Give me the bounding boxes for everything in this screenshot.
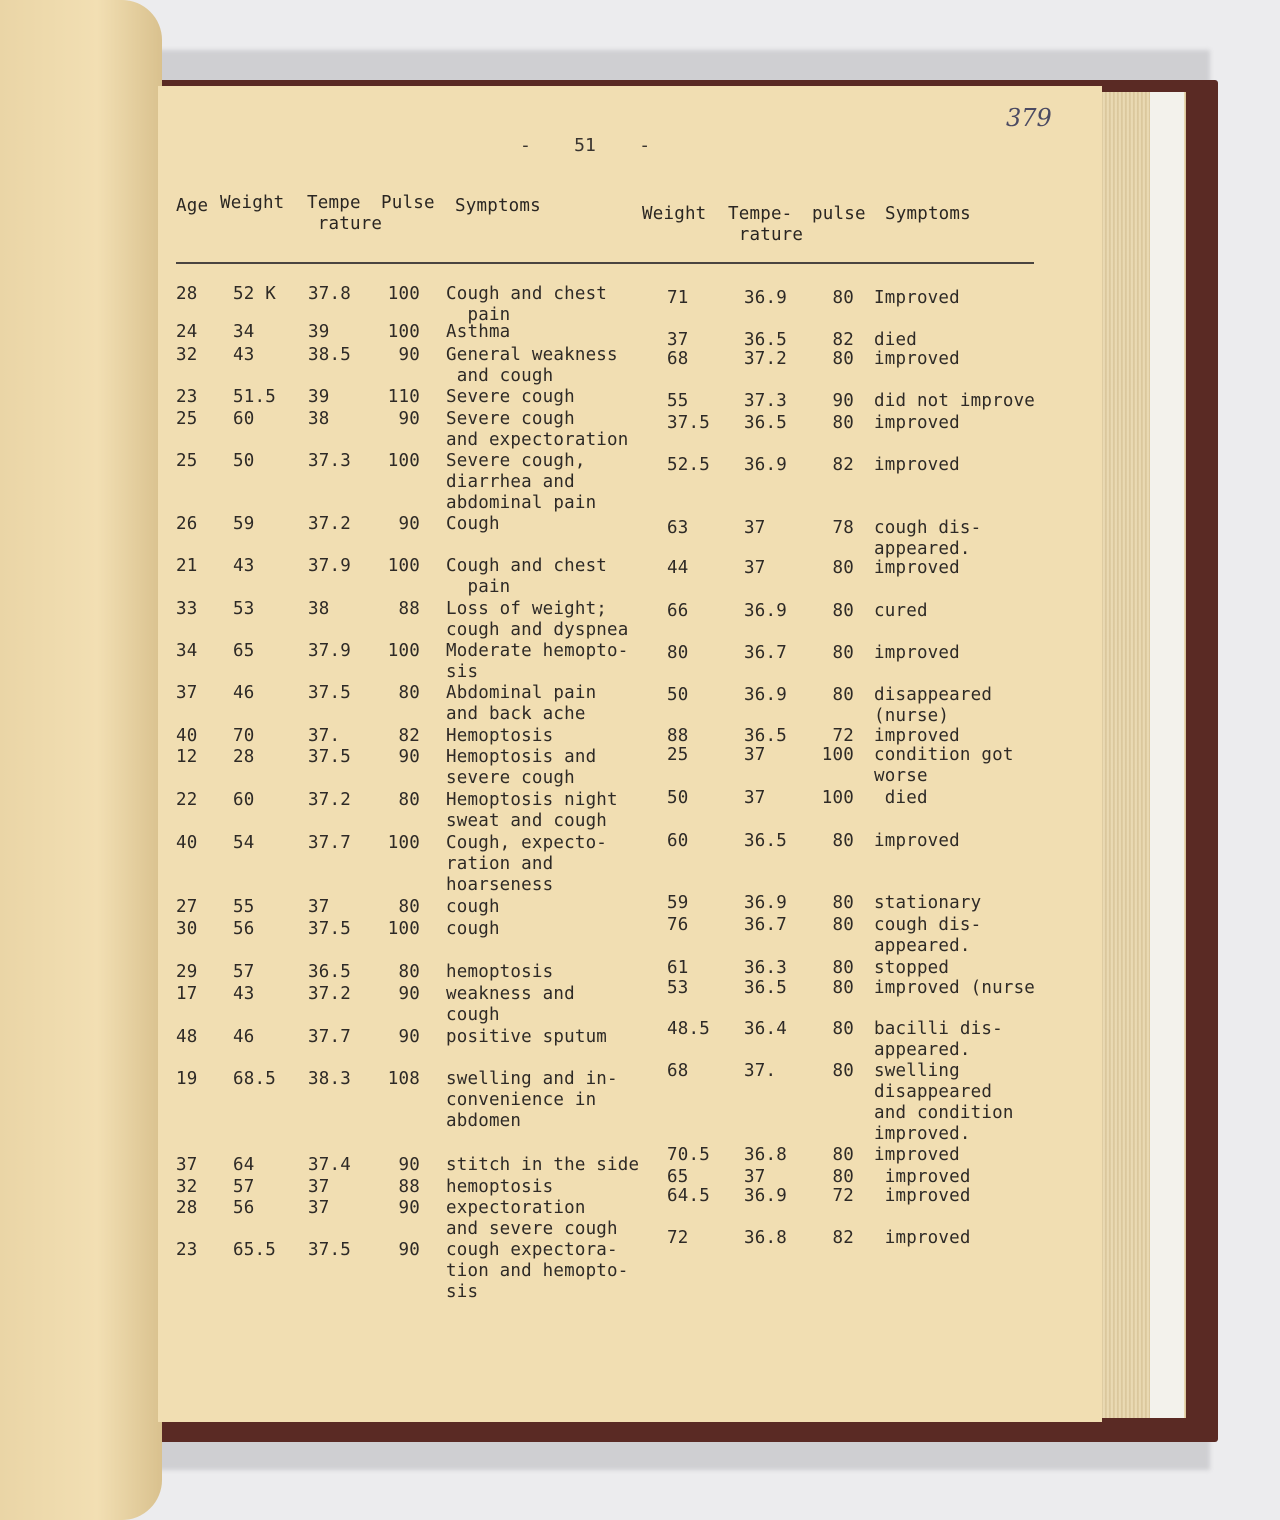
cell-symptoms-after: improved: [874, 558, 960, 578]
cell-weight-before: 70: [233, 726, 255, 746]
cell-weight-after: 76: [667, 915, 689, 935]
cell-pulse-after: 80: [832, 1061, 854, 1081]
cell-age: 23: [176, 387, 198, 407]
cell-temperature-before: 37.5: [308, 683, 351, 703]
cell-weight-before: 43: [233, 345, 255, 365]
cell-weight-before: 65.5: [233, 1240, 276, 1260]
cell-symptoms-before: Severe cough: [446, 387, 575, 407]
cell-age: 37: [176, 683, 198, 703]
page-number: - 51 -: [520, 135, 651, 156]
cell-symptoms-after: improved (nurse: [874, 978, 1036, 998]
cell-pulse-after: 82: [832, 455, 854, 475]
cell-temperature-after: 36.4: [744, 1019, 787, 1039]
cell-weight-after: 72: [667, 1228, 689, 1248]
cell-symptoms-before: Severe cough, diarrhea and abdominal pain: [446, 451, 597, 513]
cell-temperature-after: 36.9: [744, 1186, 787, 1206]
cell-temperature-after: 37.3: [744, 391, 787, 411]
cell-temperature-after: 36.5: [744, 330, 787, 350]
cell-pulse-after: 100: [821, 788, 854, 808]
column-header: Tempe rature: [307, 193, 383, 234]
cell-symptoms-after: bacilli dis- appeared.: [874, 1019, 1003, 1060]
cell-pulse-after: 100: [821, 745, 854, 765]
cell-symptoms-before: Asthma: [446, 322, 511, 342]
cell-pulse-after: 80: [832, 413, 854, 433]
cell-symptoms-after: improved: [874, 1167, 971, 1187]
cell-pulse-before: 100: [387, 833, 420, 853]
cell-symptoms-after: Improved: [874, 288, 960, 308]
cell-symptoms-before: Hemoptosis night sweat and cough: [446, 790, 618, 831]
cell-symptoms-before: Hemoptosis and severe cough: [446, 747, 597, 788]
cell-symptoms-before: Moderate hemopto- sis: [446, 641, 629, 682]
cell-temperature-before: 37: [308, 1198, 330, 1218]
cell-pulse-after: 72: [832, 726, 854, 746]
cell-symptoms-after: condition got worse: [874, 745, 1014, 786]
cell-pulse-before: 90: [398, 514, 420, 534]
cell-symptoms-after: improved: [874, 349, 960, 369]
left-page: [0, 0, 162, 1520]
cell-symptoms-before: weakness and cough: [446, 984, 575, 1025]
cell-temperature-before: 37.9: [308, 556, 351, 576]
cell-age: 17: [176, 984, 198, 1004]
cell-weight-after: 80: [667, 643, 689, 663]
cell-temperature-before: 39: [308, 322, 330, 342]
cell-pulse-before: 100: [387, 451, 420, 471]
cell-weight-before: 52 K: [233, 284, 276, 304]
cell-temperature-before: 37.9: [308, 641, 351, 661]
cell-temperature-after: 36.9: [744, 685, 787, 705]
cell-age: 40: [176, 726, 198, 746]
cell-weight-after: 37.5: [667, 413, 710, 433]
cell-weight-after: 37: [667, 330, 689, 350]
cell-symptoms-before: Cough: [446, 514, 500, 534]
cell-weight-before: 50: [233, 451, 255, 471]
cell-temperature-after: 36.5: [744, 726, 787, 746]
cell-pulse-after: 80: [832, 915, 854, 935]
cell-weight-after: 60: [667, 831, 689, 851]
cell-temperature-before: 37.7: [308, 833, 351, 853]
cell-temperature-after: 37: [744, 745, 766, 765]
column-header: Weight: [220, 193, 285, 213]
cell-symptoms-before: Cough and chest pain: [446, 556, 608, 597]
cell-temperature-before: 37.: [308, 726, 341, 746]
cell-pulse-after: 80: [832, 958, 854, 978]
cell-weight-after: 50: [667, 685, 689, 705]
cell-pulse-after: 80: [832, 685, 854, 705]
cell-temperature-after: 36.5: [744, 413, 787, 433]
cell-age: 48: [176, 1027, 198, 1047]
cell-symptoms-after: disappeared (nurse): [874, 685, 993, 726]
cell-weight-after: 55: [667, 391, 689, 411]
cell-temperature-after: 37.: [744, 1061, 777, 1081]
cell-pulse-before: 100: [387, 919, 420, 939]
cell-pulse-after: 72: [832, 1186, 854, 1206]
cell-pulse-after: 80: [832, 558, 854, 578]
cell-pulse-before: 108: [387, 1069, 420, 1089]
cell-symptoms-after: cough dis- appeared.: [874, 518, 982, 559]
cell-weight-after: 68: [667, 1061, 689, 1081]
cell-pulse-before: 100: [387, 641, 420, 661]
cell-weight-before: 65: [233, 641, 255, 661]
cell-age: 40: [176, 833, 198, 853]
cell-weight-after: 64.5: [667, 1186, 710, 1206]
cell-weight-after: 65: [667, 1167, 689, 1187]
cell-pulse-after: 80: [832, 893, 854, 913]
cell-symptoms-after: stationary: [874, 893, 982, 913]
cell-temperature-after: 36.9: [744, 601, 787, 621]
cell-symptoms-after: improved: [874, 726, 960, 746]
cell-weight-after: 61: [667, 958, 689, 978]
cell-age: 27: [176, 897, 198, 917]
cell-pulse-before: 90: [398, 747, 420, 767]
cell-temperature-before: 37.2: [308, 514, 351, 534]
cell-symptoms-before: positive sputum: [446, 1027, 608, 1047]
cell-pulse-before: 90: [398, 409, 420, 429]
cell-temperature-before: 37.2: [308, 790, 351, 810]
cell-temperature-after: 36.9: [744, 455, 787, 475]
cell-pulse-before: 80: [398, 683, 420, 703]
cell-symptoms-before: swelling and in- convenience in abdomen: [446, 1069, 618, 1131]
cell-symptoms-after: improved: [874, 1186, 971, 1206]
cell-symptoms-after: died: [874, 788, 928, 808]
cell-weight-after: 50: [667, 788, 689, 808]
cell-pulse-after: 82: [832, 1228, 854, 1248]
cell-weight-before: 55: [233, 897, 255, 917]
cell-age: 29: [176, 962, 198, 982]
cell-age: 37: [176, 1155, 198, 1175]
cell-age: 28: [176, 1198, 198, 1218]
cell-pulse-before: 100: [387, 322, 420, 342]
cell-weight-after: 25: [667, 745, 689, 765]
column-header: pulse: [812, 204, 866, 224]
column-header: Age: [176, 196, 209, 216]
cell-age: 32: [176, 1177, 198, 1197]
cell-weight-before: 57: [233, 962, 255, 982]
cell-symptoms-after: cough dis- appeared.: [874, 915, 982, 956]
cell-weight-after: 48.5: [667, 1019, 710, 1039]
cell-weight-after: 44: [667, 558, 689, 578]
cell-pulse-after: 82: [832, 330, 854, 350]
cell-temperature-before: 37: [308, 1177, 330, 1197]
cell-weight-after: 53: [667, 978, 689, 998]
cell-age: 33: [176, 599, 198, 619]
cell-temperature-after: 36.9: [744, 288, 787, 308]
cell-pulse-after: 80: [832, 831, 854, 851]
cell-age: 34: [176, 641, 198, 661]
cell-pulse-after: 80: [832, 1019, 854, 1039]
cell-pulse-before: 88: [398, 1177, 420, 1197]
cell-weight-after: 68: [667, 349, 689, 369]
cell-pulse-before: 80: [398, 897, 420, 917]
endpaper: [1150, 92, 1184, 1418]
cell-age: 30: [176, 919, 198, 939]
cell-pulse-before: 100: [387, 284, 420, 304]
cell-symptoms-before: cough: [446, 919, 500, 939]
cell-pulse-before: 90: [398, 1027, 420, 1047]
cell-temperature-before: 37.2: [308, 984, 351, 1004]
cell-pulse-after: 90: [832, 391, 854, 411]
cell-weight-before: 46: [233, 683, 255, 703]
cell-temperature-before: 38: [308, 409, 330, 429]
cell-temperature-before: 36.5: [308, 962, 351, 982]
cell-symptoms-before: hemoptosis: [446, 1177, 554, 1197]
cell-temperature-after: 37: [744, 788, 766, 808]
cell-age: 26: [176, 514, 198, 534]
cell-symptoms-before: Hemoptosis: [446, 726, 554, 746]
header-rule: [176, 262, 1034, 264]
cell-weight-before: 57: [233, 1177, 255, 1197]
cell-weight-before: 68.5: [233, 1069, 276, 1089]
column-header: Symptoms: [455, 196, 541, 216]
cell-symptoms-after: improved: [874, 831, 960, 851]
folio-number: 379: [1006, 104, 1052, 132]
cell-symptoms-before: stitch in the side: [446, 1155, 640, 1175]
cell-age: 21: [176, 556, 198, 576]
cell-pulse-before: 110: [387, 387, 420, 407]
cell-temperature-before: 38.3: [308, 1069, 351, 1089]
column-header: Tempe- rature: [728, 204, 804, 245]
cell-temperature-before: 37.5: [308, 1240, 351, 1260]
cell-temperature-before: 37.5: [308, 747, 351, 767]
cell-symptoms-after: improved: [874, 643, 960, 663]
cell-temperature-after: 36.8: [744, 1228, 787, 1248]
cell-temperature-after: 36.7: [744, 643, 787, 663]
cell-symptoms-after: improved: [874, 1228, 971, 1248]
cell-weight-before: 56: [233, 1198, 255, 1218]
cell-symptoms-after: did not improve: [874, 391, 1036, 411]
cell-age: 24: [176, 322, 198, 342]
cell-weight-before: 51.5: [233, 387, 276, 407]
cell-pulse-after: 80: [832, 601, 854, 621]
cell-symptoms-after: stopped: [874, 958, 950, 978]
cell-temperature-after: 36.9: [744, 893, 787, 913]
cell-weight-before: 46: [233, 1027, 255, 1047]
cell-symptoms-before: Abdominal pain and back ache: [446, 683, 597, 724]
cell-symptoms-before: Severe cough and expectoration: [446, 409, 629, 450]
cell-pulse-after: 80: [832, 1167, 854, 1187]
cell-pulse-after: 80: [832, 288, 854, 308]
cell-age: 23: [176, 1240, 198, 1260]
cell-pulse-before: 100: [387, 556, 420, 576]
cell-symptoms-after: died: [874, 330, 917, 350]
cell-temperature-after: 37.2: [744, 349, 787, 369]
cell-pulse-after: 80: [832, 643, 854, 663]
cell-symptoms-before: Cough and chest pain: [446, 284, 608, 325]
cell-symptoms-before: expectoration and severe cough: [446, 1198, 618, 1239]
cell-weight-after: 71: [667, 288, 689, 308]
cell-pulse-after: 80: [832, 349, 854, 369]
cell-weight-after: 59: [667, 893, 689, 913]
cell-symptoms-before: cough: [446, 897, 500, 917]
cell-weight-before: 60: [233, 790, 255, 810]
cell-weight-before: 64: [233, 1155, 255, 1175]
cell-temperature-before: 39: [308, 387, 330, 407]
column-header: Weight: [642, 204, 707, 224]
cell-temperature-before: 38.5: [308, 345, 351, 365]
cell-temperature-after: 36.5: [744, 831, 787, 851]
cell-temperature-after: 37: [744, 518, 766, 538]
cell-pulse-before: 90: [398, 1240, 420, 1260]
cell-pulse-before: 90: [398, 1155, 420, 1175]
column-header: Symptoms: [885, 204, 971, 224]
cell-age: 25: [176, 451, 198, 471]
cell-weight-after: 88: [667, 726, 689, 746]
cell-temperature-before: 37.8: [308, 284, 351, 304]
cell-weight-before: 53: [233, 599, 255, 619]
cell-pulse-after: 80: [832, 978, 854, 998]
cell-weight-before: 28: [233, 747, 255, 767]
cell-symptoms-after: improved: [874, 413, 960, 433]
cell-temperature-after: 36.3: [744, 958, 787, 978]
cell-pulse-after: 78: [832, 518, 854, 538]
cell-temperature-after: 36.5: [744, 978, 787, 998]
cell-pulse-before: 80: [398, 790, 420, 810]
cell-symptoms-before: hemoptosis: [446, 962, 554, 982]
cell-pulse-before: 88: [398, 599, 420, 619]
cell-pulse-before: 90: [398, 345, 420, 365]
cell-symptoms-after: improved: [874, 455, 960, 475]
cell-temperature-before: 37.7: [308, 1027, 351, 1047]
cell-temperature-before: 38: [308, 599, 330, 619]
cell-temperature-after: 36.8: [744, 1145, 787, 1165]
cell-symptoms-before: Loss of weight; cough and dyspnea: [446, 599, 629, 640]
cell-age: 19: [176, 1069, 198, 1089]
cell-pulse-before: 90: [398, 1198, 420, 1218]
cell-age: 12: [176, 747, 198, 767]
cell-temperature-before: 37.3: [308, 451, 351, 471]
cell-age: 25: [176, 409, 198, 429]
cell-symptoms-before: General weakness and cough: [446, 345, 618, 386]
cell-weight-before: 56: [233, 919, 255, 939]
cell-weight-before: 34: [233, 322, 255, 342]
cell-symptoms-after: swelling disappeared and condition improved.: [874, 1061, 1014, 1144]
cell-weight-before: 54: [233, 833, 255, 853]
cell-age: 28: [176, 284, 198, 304]
cell-symptoms-before: cough expectora- tion and hemopto- sis: [446, 1240, 629, 1302]
cell-temperature-before: 37.4: [308, 1155, 351, 1175]
cell-weight-after: 63: [667, 518, 689, 538]
cell-weight-before: 60: [233, 409, 255, 429]
cell-age: 32: [176, 345, 198, 365]
cell-weight-before: 43: [233, 984, 255, 1004]
cell-weight-after: 70.5: [667, 1145, 710, 1165]
cell-weight-before: 59: [233, 514, 255, 534]
cell-age: 22: [176, 790, 198, 810]
cell-pulse-before: 82: [398, 726, 420, 746]
cell-temperature-after: 37: [744, 1167, 766, 1187]
column-header: Pulse: [381, 193, 435, 213]
cell-pulse-after: 80: [832, 1145, 854, 1165]
cell-temperature-before: 37.5: [308, 919, 351, 939]
cell-weight-after: 66: [667, 601, 689, 621]
cell-pulse-before: 80: [398, 962, 420, 982]
cell-weight-before: 43: [233, 556, 255, 576]
cell-temperature-before: 37: [308, 897, 330, 917]
cell-symptoms-before: Cough, expecto- ration and hoarseness: [446, 833, 608, 895]
cell-temperature-after: 36.7: [744, 915, 787, 935]
cell-symptoms-after: cured: [874, 601, 928, 621]
cell-pulse-before: 90: [398, 984, 420, 1004]
cell-temperature-after: 37: [744, 558, 766, 578]
cell-weight-after: 52.5: [667, 455, 710, 475]
cell-symptoms-after: improved: [874, 1145, 960, 1165]
